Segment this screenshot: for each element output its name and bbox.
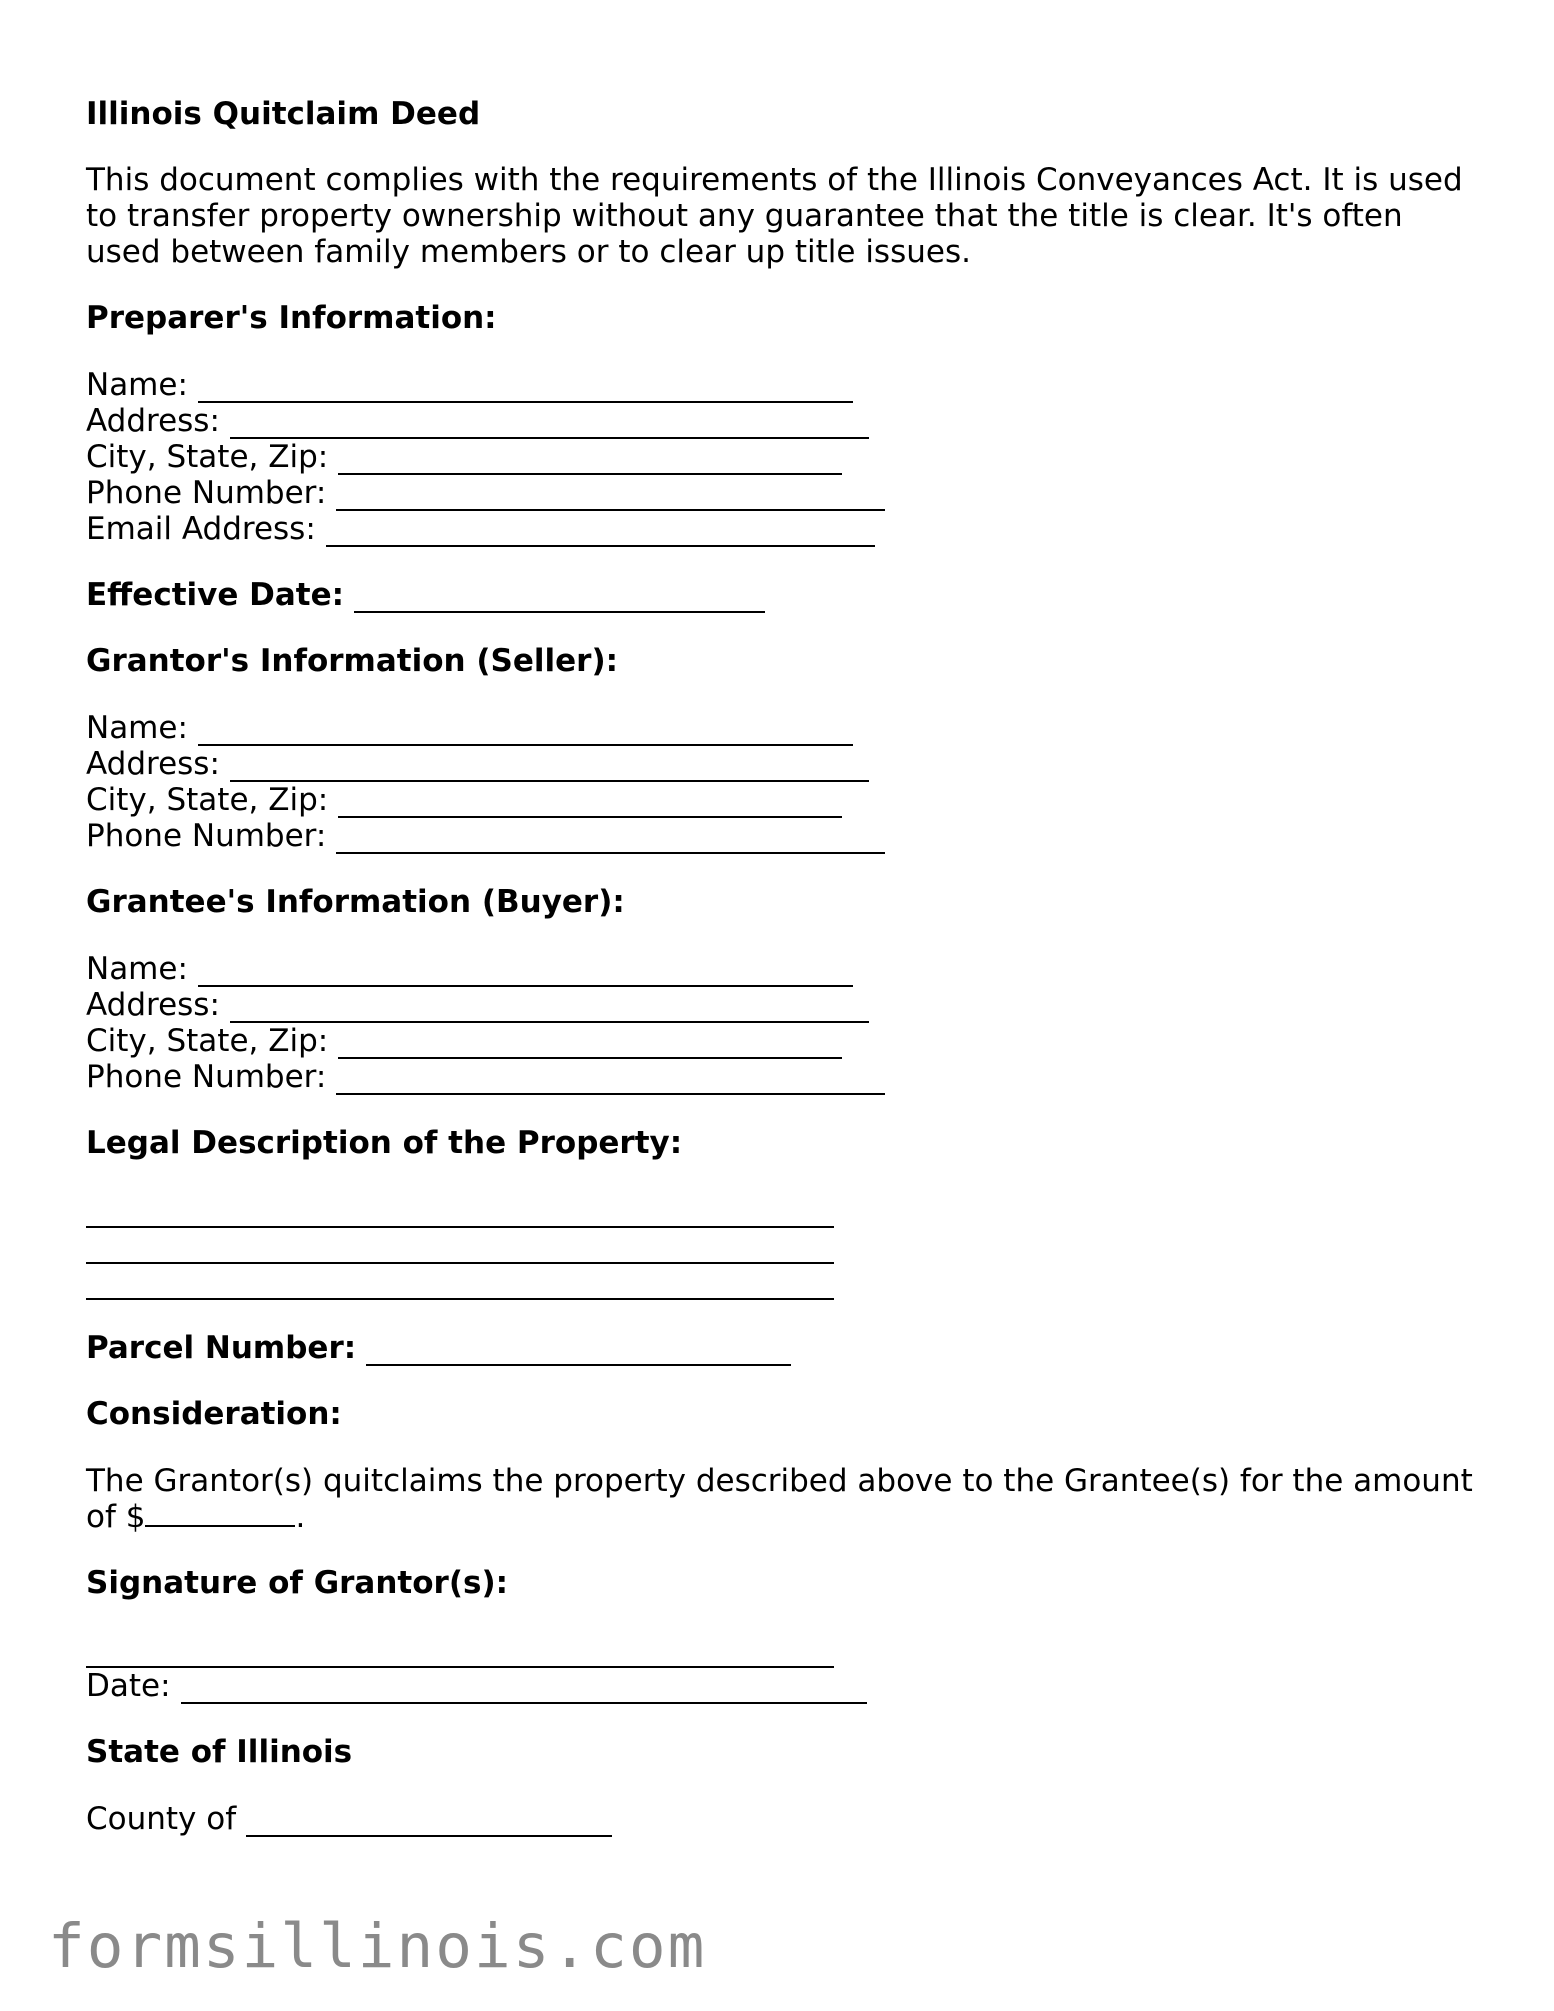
county-input[interactable] — [246, 1807, 612, 1837]
preparer-heading: Preparer's Information: — [86, 300, 497, 336]
state-heading: State of Illinois — [86, 1734, 353, 1770]
grantor-address-input[interactable] — [230, 752, 869, 782]
preparer-name-input[interactable] — [198, 373, 853, 403]
grantee-name-field — [86, 951, 1486, 987]
grantor-phone-input[interactable] — [336, 824, 885, 854]
signature-heading: Signature of Grantor(s): — [86, 1565, 509, 1601]
grantee-address-field — [86, 987, 1486, 1023]
grantor-phone-field — [86, 818, 1486, 854]
grantee-address-label: Address: — [86, 987, 220, 1023]
preparer-phone-label: Phone Number: — [86, 475, 327, 511]
parcel-number-field — [86, 1330, 1486, 1366]
consideration-heading: Consideration: — [86, 1396, 342, 1432]
county-label: County of — [86, 1801, 237, 1837]
consideration-text-before: The Grantor(s) quitclaims the property described above to the Grantee(s) for the amount of $ — [86, 1463, 1473, 1535]
preparer-email-field — [86, 511, 1486, 547]
grantor-city-field — [86, 782, 1486, 818]
grantor-city-input[interactable] — [338, 788, 842, 818]
grantee-address-input[interactable] — [230, 993, 869, 1023]
grantor-address-field — [86, 746, 1486, 782]
document-title: Illinois Quitclaim Deed — [86, 96, 481, 132]
intro-paragraph: This document complies with the requirements of the Illinois Conveyances Act. It is used to transfer property ownership without any guarantee that the title is clear. It's often used between family members or to clear up title issues. — [86, 162, 1463, 270]
document-page — [86, 96, 1486, 1837]
effective-date-label: Effective Date: — [86, 577, 345, 613]
county-field — [86, 1801, 1486, 1837]
preparer-address-field — [86, 403, 1486, 439]
grantee-name-label: Name: — [86, 951, 188, 987]
preparer-name-label: Name: — [86, 367, 188, 403]
grantor-name-field — [86, 710, 1486, 746]
preparer-address-input[interactable] — [230, 409, 869, 439]
grantee-phone-label: Phone Number: — [86, 1059, 327, 1095]
consideration-text — [86, 1463, 1486, 1535]
preparer-city-field — [86, 439, 1486, 475]
signature-line[interactable] — [86, 1632, 834, 1668]
grantor-city-label: City, State, Zip: — [86, 782, 329, 818]
signature-date-label: Date: — [86, 1668, 171, 1704]
grantee-city-label: City, State, Zip: — [86, 1023, 329, 1059]
grantor-address-label: Address: — [86, 746, 220, 782]
grantor-name-label: Name: — [86, 710, 188, 746]
legal-description-line[interactable] — [86, 1228, 834, 1264]
grantee-heading: Grantee's Information (Buyer): — [86, 884, 625, 920]
consideration-amount-input[interactable] — [145, 1499, 295, 1527]
grantor-phone-label: Phone Number: — [86, 818, 327, 854]
preparer-phone-input[interactable] — [336, 481, 885, 511]
preparer-name-field — [86, 367, 1486, 403]
preparer-email-input[interactable] — [326, 517, 875, 547]
grantee-phone-input[interactable] — [336, 1065, 885, 1095]
parcel-number-input[interactable] — [366, 1336, 791, 1366]
preparer-phone-field — [86, 475, 1486, 511]
grantor-name-input[interactable] — [198, 716, 853, 746]
signature-date-field — [86, 1668, 1486, 1704]
grantee-phone-field — [86, 1059, 1486, 1095]
effective-date-input[interactable] — [354, 583, 765, 613]
consideration-text-after: . — [295, 1499, 306, 1535]
preparer-address-label: Address: — [86, 403, 220, 439]
preparer-city-input[interactable] — [338, 445, 842, 475]
legal-description-line[interactable] — [86, 1264, 834, 1300]
grantor-heading: Grantor's Information (Seller): — [86, 643, 619, 679]
preparer-email-label: Email Address: — [86, 511, 316, 547]
grantee-city-field — [86, 1023, 1486, 1059]
grantee-name-input[interactable] — [198, 957, 853, 987]
effective-date-field — [86, 577, 1486, 613]
grantee-city-input[interactable] — [338, 1029, 842, 1059]
watermark-logo: formsillinois.com — [48, 1911, 707, 1982]
signature-date-input[interactable] — [181, 1674, 867, 1704]
parcel-number-label: Parcel Number: — [86, 1330, 357, 1366]
legal-description-line[interactable] — [86, 1192, 834, 1228]
preparer-city-label: City, State, Zip: — [86, 439, 329, 475]
legal-description-heading: Legal Description of the Property: — [86, 1125, 683, 1161]
